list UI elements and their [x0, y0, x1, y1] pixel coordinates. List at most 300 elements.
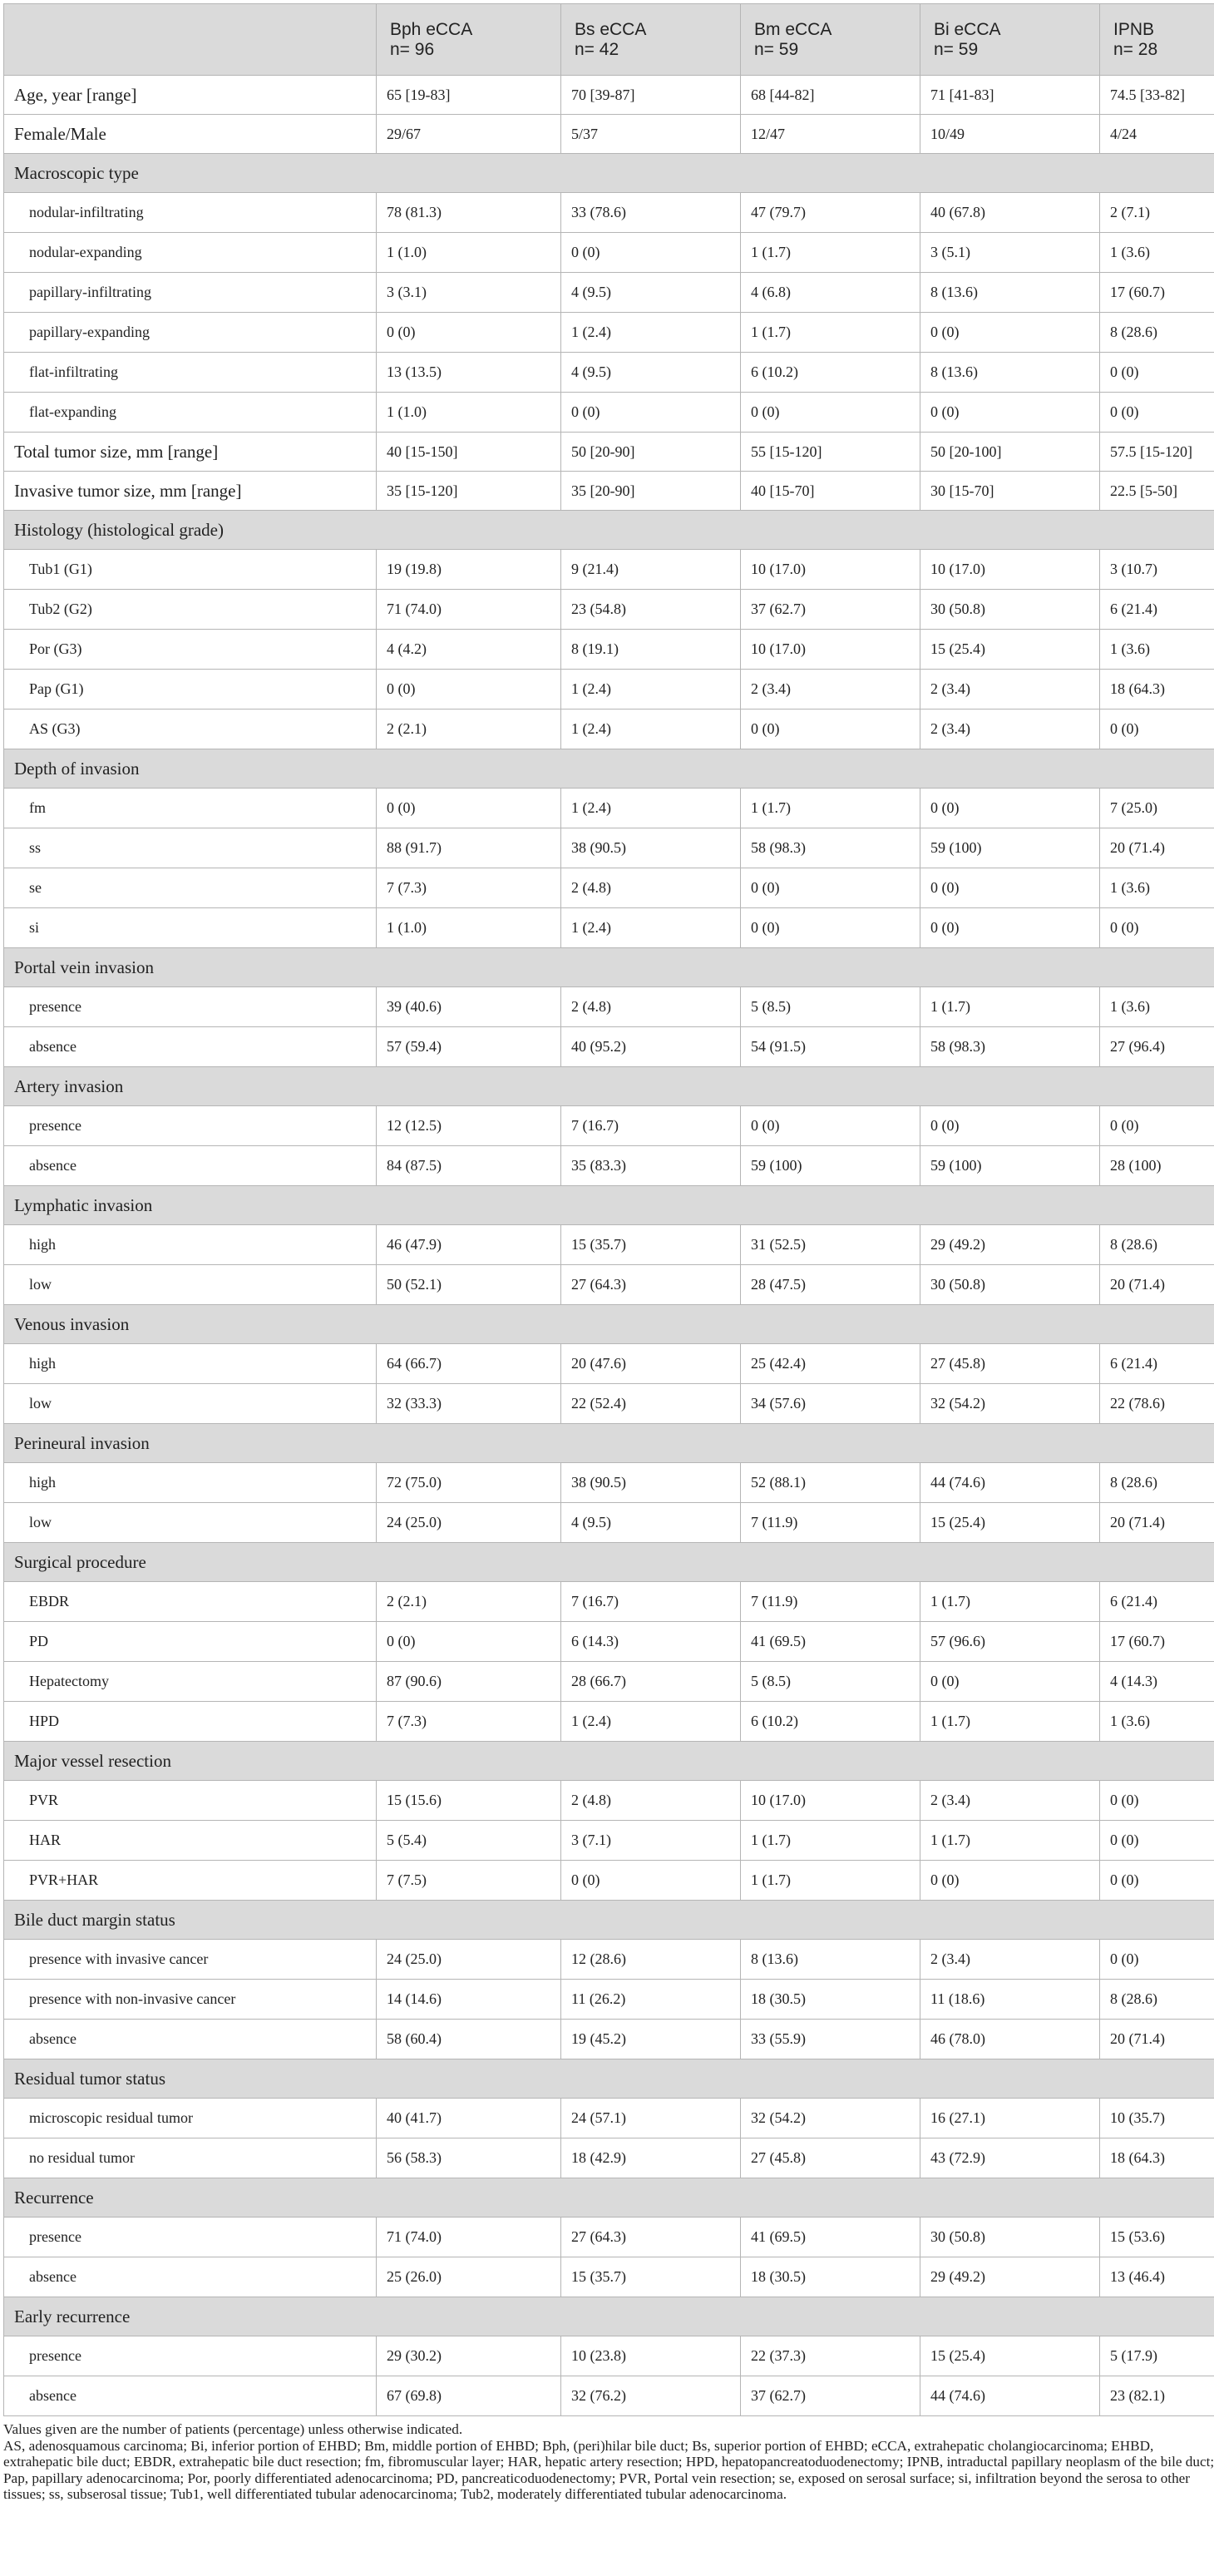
table-cell: 17 (60.7)	[1100, 273, 1214, 313]
table-cell: 29 (30.2)	[377, 2336, 561, 2376]
section-header-row	[4, 1186, 1214, 1225]
table-cell: 7 (16.7)	[561, 1582, 741, 1622]
table-cell: 18 (30.5)	[741, 1980, 920, 2020]
table-cell: 18 (42.9)	[561, 2138, 741, 2178]
table-row	[4, 2020, 1214, 2059]
table-cell: 1 (2.4)	[561, 710, 741, 749]
table-cell: 0 (0)	[741, 1106, 920, 1146]
header-col-name: Bs eCCA	[575, 19, 647, 39]
header-col-bs	[561, 4, 741, 76]
table-cell: 0 (0)	[1100, 393, 1214, 433]
table-cell: 1 (1.7)	[741, 233, 920, 273]
table-cell: 6 (21.4)	[1100, 590, 1214, 630]
table-cell: 3 (7.1)	[561, 1821, 741, 1861]
row-label: absence	[4, 2257, 377, 2297]
section-header-row	[4, 2059, 1214, 2099]
table-cell: 44 (74.6)	[920, 2376, 1100, 2416]
header-col-bph	[377, 4, 561, 76]
table-row	[4, 1146, 1214, 1186]
table-row	[4, 590, 1214, 630]
section-label: Macroscopic type	[4, 154, 1214, 193]
table-cell: 30 [15-70]	[920, 472, 1100, 511]
row-label: absence	[4, 1027, 377, 1067]
table-cell: 43 (72.9)	[920, 2138, 1100, 2178]
table-cell: 29 (49.2)	[920, 1225, 1100, 1265]
row-label: high	[4, 1225, 377, 1265]
table-cell: 6 (10.2)	[741, 1702, 920, 1742]
row-label: PVR+HAR	[4, 1861, 377, 1901]
table-row	[4, 2138, 1214, 2178]
table-cell: 8 (19.1)	[561, 630, 741, 670]
table-row	[4, 2376, 1214, 2416]
table-cell: 7 (7.3)	[377, 868, 561, 908]
table-row	[4, 789, 1214, 828]
table-cell: 20 (47.6)	[561, 1344, 741, 1384]
row-label: ss	[4, 828, 377, 868]
table-cell: 67 (69.8)	[377, 2376, 561, 2416]
header-col-ipnb	[1100, 4, 1214, 76]
table-cell: 5 (5.4)	[377, 1821, 561, 1861]
table-row	[4, 1106, 1214, 1146]
row-label: se	[4, 868, 377, 908]
table-cell: 46 (78.0)	[920, 2020, 1100, 2059]
table-cell: 71 [41-83]	[920, 76, 1100, 115]
row-label: Age, year [range]	[4, 76, 377, 115]
table-cell: 4 (14.3)	[1100, 1662, 1214, 1702]
table-cell: 18 (64.3)	[1100, 2138, 1214, 2178]
table-cell: 0 (0)	[1100, 710, 1214, 749]
table-cell: 33 (78.6)	[561, 193, 741, 233]
table-cell: 68 [44-82]	[741, 76, 920, 115]
row-label: EBDR	[4, 1582, 377, 1622]
table-row	[4, 193, 1214, 233]
table-cell: 12/47	[741, 115, 920, 154]
table-cell: 5/37	[561, 115, 741, 154]
table-cell: 32 (54.2)	[741, 2099, 920, 2138]
table-cell: 18 (30.5)	[741, 2257, 920, 2297]
header-col-n: n= 59	[934, 39, 979, 59]
table-row	[4, 1980, 1214, 2020]
header-col-name: Bm eCCA	[754, 19, 832, 39]
table-cell: 6 (10.2)	[741, 353, 920, 393]
table-cell: 40 [15-70]	[741, 472, 920, 511]
table-cell: 15 (53.6)	[1100, 2218, 1214, 2257]
table-cell: 19 (19.8)	[377, 550, 561, 590]
table-cell: 74.5 [33-82]	[1100, 76, 1214, 115]
table-cell: 4 (9.5)	[561, 273, 741, 313]
header-col-n: n= 59	[754, 39, 799, 59]
table-cell: 28 (66.7)	[561, 1662, 741, 1702]
table-row	[4, 353, 1214, 393]
table-cell: 71 (74.0)	[377, 590, 561, 630]
table-row	[4, 1622, 1214, 1662]
table-cell: 1 (2.4)	[561, 670, 741, 710]
section-header-row	[4, 1901, 1214, 1940]
table-cell: 2 (4.8)	[561, 868, 741, 908]
table-row	[4, 2218, 1214, 2257]
table-row	[4, 1940, 1214, 1980]
table-cell: 24 (57.1)	[561, 2099, 741, 2138]
header-col-name: Bi eCCA	[934, 19, 1001, 39]
table-cell: 20 (71.4)	[1100, 828, 1214, 868]
table-cell: 4 (4.2)	[377, 630, 561, 670]
clinical-characteristics-table	[3, 3, 1214, 2416]
table-cell: 27 (64.3)	[561, 2218, 741, 2257]
row-label: Tub2 (G2)	[4, 590, 377, 630]
row-label: no residual tumor	[4, 2138, 377, 2178]
table-row	[4, 1463, 1214, 1503]
table-cell: 8 (28.6)	[1100, 313, 1214, 353]
table-row	[4, 1821, 1214, 1861]
table-row	[4, 1781, 1214, 1821]
table-cell: 4 (6.8)	[741, 273, 920, 313]
section-label: Depth of invasion	[4, 749, 1214, 789]
row-label: low	[4, 1503, 377, 1543]
table-row	[4, 1027, 1214, 1067]
table-cell: 10 (17.0)	[741, 1781, 920, 1821]
table-cell: 0 (0)	[561, 1861, 741, 1901]
table-cell: 20 (71.4)	[1100, 1265, 1214, 1305]
table-cell: 64 (66.7)	[377, 1344, 561, 1384]
table-cell: 47 (79.7)	[741, 193, 920, 233]
row-label: nodular-infiltrating	[4, 193, 377, 233]
table-cell: 1 (1.7)	[741, 789, 920, 828]
table-cell: 22 (78.6)	[1100, 1384, 1214, 1424]
section-header-row	[4, 749, 1214, 789]
table-cell: 32 (76.2)	[561, 2376, 741, 2416]
table-cell: 2 (2.1)	[377, 1582, 561, 1622]
table-cell: 3 (10.7)	[1100, 550, 1214, 590]
table-cell: 2 (2.1)	[377, 710, 561, 749]
table-cell: 57 (96.6)	[920, 1622, 1100, 1662]
table-cell: 25 (26.0)	[377, 2257, 561, 2297]
table-cell: 0 (0)	[1100, 1781, 1214, 1821]
table-cell: 50 [20-90]	[561, 433, 741, 472]
row-label: HPD	[4, 1702, 377, 1742]
row-label: si	[4, 908, 377, 948]
table-cell: 0 (0)	[1100, 1940, 1214, 1980]
table-cell: 55 [15-120]	[741, 433, 920, 472]
table-cell: 24 (25.0)	[377, 1503, 561, 1543]
row-label: high	[4, 1463, 377, 1503]
table-body	[4, 76, 1214, 2416]
table-cell: 10 (35.7)	[1100, 2099, 1214, 2138]
table-cell: 5 (17.9)	[1100, 2336, 1214, 2376]
table-cell: 0 (0)	[920, 868, 1100, 908]
table-row	[4, 828, 1214, 868]
table-cell: 0 (0)	[1100, 353, 1214, 393]
header-col-bm	[741, 4, 920, 76]
table-cell: 20 (71.4)	[1100, 2020, 1214, 2059]
table-row	[4, 1265, 1214, 1305]
table-row	[4, 433, 1214, 472]
row-label: Tub1 (G1)	[4, 550, 377, 590]
table-cell: 8 (28.6)	[1100, 1225, 1214, 1265]
table-cell: 28 (47.5)	[741, 1265, 920, 1305]
table-cell: 4 (9.5)	[561, 353, 741, 393]
table-cell: 1 (2.4)	[561, 908, 741, 948]
table-row	[4, 630, 1214, 670]
table-row	[4, 670, 1214, 710]
table-cell: 2 (3.4)	[741, 670, 920, 710]
table-cell: 1 (3.6)	[1100, 987, 1214, 1027]
row-label: low	[4, 1265, 377, 1305]
table-row	[4, 115, 1214, 154]
table-cell: 84 (87.5)	[377, 1146, 561, 1186]
section-header-row	[4, 1305, 1214, 1344]
table-cell: 40 (67.8)	[920, 193, 1100, 233]
table-cell: 59 (100)	[920, 828, 1100, 868]
row-label: PD	[4, 1622, 377, 1662]
row-label: nodular-expanding	[4, 233, 377, 273]
table-row	[4, 233, 1214, 273]
table-cell: 34 (57.6)	[741, 1384, 920, 1424]
header-col-n: n= 28	[1113, 39, 1158, 59]
table-cell: 0 (0)	[741, 710, 920, 749]
table-cell: 1 (1.0)	[377, 393, 561, 433]
table-row	[4, 76, 1214, 115]
table-cell: 2 (3.4)	[920, 670, 1100, 710]
table-row	[4, 710, 1214, 749]
section-label: Residual tumor status	[4, 2059, 1214, 2099]
table-cell: 0 (0)	[920, 908, 1100, 948]
table-cell: 40 (95.2)	[561, 1027, 741, 1067]
table-cell: 23 (54.8)	[561, 590, 741, 630]
table-cell: 29 (49.2)	[920, 2257, 1100, 2297]
table-cell: 19 (45.2)	[561, 2020, 741, 2059]
table-cell: 30 (50.8)	[920, 1265, 1100, 1305]
table-cell: 1 (1.7)	[920, 1582, 1100, 1622]
table-cell: 2 (3.4)	[920, 1781, 1100, 1821]
table-cell: 30 (50.8)	[920, 2218, 1100, 2257]
table-cell: 7 (25.0)	[1100, 789, 1214, 828]
table-cell: 71 (74.0)	[377, 2218, 561, 2257]
table-cell: 7 (7.5)	[377, 1861, 561, 1901]
table-cell: 37 (62.7)	[741, 590, 920, 630]
row-label: fm	[4, 789, 377, 828]
table-cell: 13 (13.5)	[377, 353, 561, 393]
table-cell: 4/24	[1100, 115, 1214, 154]
table-row	[4, 1503, 1214, 1543]
table-cell: 0 (0)	[741, 908, 920, 948]
table-cell: 88 (91.7)	[377, 828, 561, 868]
header-col-bi	[920, 4, 1100, 76]
row-label: Female/Male	[4, 115, 377, 154]
table-row	[4, 2336, 1214, 2376]
table-cell: 10 (17.0)	[920, 550, 1100, 590]
table-row	[4, 987, 1214, 1027]
section-label: Perineural invasion	[4, 1424, 1214, 1463]
table-row	[4, 1662, 1214, 1702]
table-cell: 58 (60.4)	[377, 2020, 561, 2059]
table-row	[4, 472, 1214, 511]
row-label: flat-infiltrating	[4, 353, 377, 393]
table-cell: 1 (1.7)	[741, 1821, 920, 1861]
table-cell: 31 (52.5)	[741, 1225, 920, 1265]
table-cell: 8 (13.6)	[920, 353, 1100, 393]
table-cell: 8 (28.6)	[1100, 1463, 1214, 1503]
table-cell: 3 (3.1)	[377, 273, 561, 313]
table-cell: 1 (1.7)	[741, 313, 920, 353]
table-row	[4, 550, 1214, 590]
table-cell: 0 (0)	[377, 789, 561, 828]
table-cell: 46 (47.9)	[377, 1225, 561, 1265]
table-cell: 0 (0)	[561, 233, 741, 273]
row-label: flat-expanding	[4, 393, 377, 433]
table-row	[4, 393, 1214, 433]
table-cell: 0 (0)	[377, 670, 561, 710]
table-cell: 14 (14.6)	[377, 1980, 561, 2020]
table-cell: 10 (23.8)	[561, 2336, 741, 2376]
table-cell: 8 (28.6)	[1100, 1980, 1214, 2020]
table-cell: 27 (96.4)	[1100, 1027, 1214, 1067]
table-row	[4, 908, 1214, 948]
table-cell: 78 (81.3)	[377, 193, 561, 233]
table-cell: 44 (74.6)	[920, 1463, 1100, 1503]
header-col-name: Bph eCCA	[390, 19, 473, 39]
table-cell: 0 (0)	[920, 1861, 1100, 1901]
section-header-row	[4, 2297, 1214, 2336]
table-cell: 50 [20-100]	[920, 433, 1100, 472]
table-cell: 2 (3.4)	[920, 1940, 1100, 1980]
table-cell: 38 (90.5)	[561, 1463, 741, 1503]
table-row	[4, 1861, 1214, 1901]
table-cell: 57.5 [15-120]	[1100, 433, 1214, 472]
table-row	[4, 1344, 1214, 1384]
table-cell: 0 (0)	[377, 313, 561, 353]
table-cell: 1 (1.7)	[741, 1861, 920, 1901]
table-cell: 41 (69.5)	[741, 1622, 920, 1662]
table-cell: 1 (2.4)	[561, 1702, 741, 1742]
table-cell: 0 (0)	[920, 313, 1100, 353]
table-cell: 15 (25.4)	[920, 630, 1100, 670]
row-label: PVR	[4, 1781, 377, 1821]
table-cell: 6 (14.3)	[561, 1622, 741, 1662]
section-label: Histology (histological grade)	[4, 511, 1214, 550]
table-cell: 0 (0)	[561, 393, 741, 433]
table-cell: 12 (28.6)	[561, 1940, 741, 1980]
table-cell: 15 (35.7)	[561, 1225, 741, 1265]
table-cell: 27 (64.3)	[561, 1265, 741, 1305]
row-label: Total tumor size, mm [range]	[4, 433, 377, 472]
table-cell: 1 (3.6)	[1100, 1702, 1214, 1742]
table-cell: 1 (1.0)	[377, 233, 561, 273]
table-cell: 8 (13.6)	[741, 1940, 920, 1980]
section-header-row	[4, 154, 1214, 193]
table-cell: 29/67	[377, 115, 561, 154]
table-cell: 16 (27.1)	[920, 2099, 1100, 2138]
table-cell: 59 (100)	[920, 1146, 1100, 1186]
table-cell: 54 (91.5)	[741, 1027, 920, 1067]
table-row	[4, 1582, 1214, 1622]
row-label: absence	[4, 1146, 377, 1186]
row-label: microscopic residual tumor	[4, 2099, 377, 2138]
table-cell: 18 (64.3)	[1100, 670, 1214, 710]
table-cell: 15 (25.4)	[920, 2336, 1100, 2376]
table-cell: 6 (21.4)	[1100, 1344, 1214, 1384]
section-label: Major vessel resection	[4, 1742, 1214, 1781]
table-row	[4, 273, 1214, 313]
table-cell: 17 (60.7)	[1100, 1622, 1214, 1662]
row-label: Por (G3)	[4, 630, 377, 670]
table-cell: 72 (75.0)	[377, 1463, 561, 1503]
section-header-row	[4, 2178, 1214, 2218]
row-label: AS (G3)	[4, 710, 377, 749]
table-cell: 1 (1.7)	[920, 1821, 1100, 1861]
table-row	[4, 1225, 1214, 1265]
row-label: presence with invasive cancer	[4, 1940, 377, 1980]
section-label: Early recurrence	[4, 2297, 1214, 2336]
section-label: Venous invasion	[4, 1305, 1214, 1344]
table-cell: 59 (100)	[741, 1146, 920, 1186]
row-label: presence	[4, 2336, 377, 2376]
table-cell: 0 (0)	[920, 1106, 1100, 1146]
table-cell: 0 (0)	[920, 393, 1100, 433]
section-label: Surgical procedure	[4, 1543, 1214, 1582]
table-cell: 5 (8.5)	[741, 987, 920, 1027]
section-label: Portal vein invasion	[4, 948, 1214, 987]
section-header-row	[4, 1067, 1214, 1106]
row-label: presence	[4, 1106, 377, 1146]
table-cell: 20 (71.4)	[1100, 1503, 1214, 1543]
table-cell: 0 (0)	[920, 1662, 1100, 1702]
footnote-abbreviations: AS, adenosquamous carcinoma; Bi, inferior portion of EHBD; Bm, middle portion of EHBD; Bph, (peri)hilar bile duct; Bs, superior portion of EHBD; eCCA, extrahepatic cholangiocarcinoma; EHBD, extrahepatic bile duct; EBDR, extrahepatic bile duct resection; fm, fibromuscular layer; HAR, hepatic artery resection; HPD, hepatopancreatoduodenectomy; IPNB, intraductal papillary neoplasm of the bile duct; Pap, papillary adenocarcinoma; Por, poorly differentiated adenocarcinoma; PD, pancreaticoduodenectomy; PVR, Portal vein resection; se, exposed on serosal surface; si, infiltration beyond the serosa to other tissues; ss, subserosal tissue; Tub1, well differentiated tubular adenocarcinoma; Tub2, moderately differentiated tubular adenocarcinoma.	[3, 2437, 1214, 2503]
table-cell: 22.5 [5-50]	[1100, 472, 1214, 511]
row-label: HAR	[4, 1821, 377, 1861]
table-cell: 8 (13.6)	[920, 273, 1100, 313]
row-label: high	[4, 1344, 377, 1384]
table-cell: 1 (1.7)	[920, 1702, 1100, 1742]
table-cell: 0 (0)	[1100, 908, 1214, 948]
table-cell: 56 (58.3)	[377, 2138, 561, 2178]
section-label: Recurrence	[4, 2178, 1214, 2218]
table-cell: 24 (25.0)	[377, 1940, 561, 1980]
table-cell: 1 (1.7)	[920, 987, 1100, 1027]
table-cell: 6 (21.4)	[1100, 1582, 1214, 1622]
table-cell: 0 (0)	[741, 393, 920, 433]
table-cell: 1 (3.6)	[1100, 630, 1214, 670]
table-cell: 37 (62.7)	[741, 2376, 920, 2416]
table-cell: 15 (25.4)	[920, 1503, 1100, 1543]
table-cell: 22 (52.4)	[561, 1384, 741, 1424]
table-cell: 27 (45.8)	[920, 1344, 1100, 1384]
table-cell: 12 (12.5)	[377, 1106, 561, 1146]
table-row	[4, 2099, 1214, 2138]
table-cell: 4 (9.5)	[561, 1503, 741, 1543]
table-cell: 3 (5.1)	[920, 233, 1100, 273]
row-label: low	[4, 1384, 377, 1424]
table-cell: 58 (98.3)	[741, 828, 920, 868]
row-label: Invasive tumor size, mm [range]	[4, 472, 377, 511]
table-cell: 0 (0)	[741, 868, 920, 908]
table-cell: 30 (50.8)	[920, 590, 1100, 630]
footnote-values: Values given are the number of patients (percentage) unless otherwise indicated.	[3, 2421, 463, 2437]
table-cell: 50 (52.1)	[377, 1265, 561, 1305]
table-cell: 7 (11.9)	[741, 1503, 920, 1543]
section-header-row	[4, 948, 1214, 987]
section-label: Artery invasion	[4, 1067, 1214, 1106]
table-cell: 58 (98.3)	[920, 1027, 1100, 1067]
table-cell: 9 (21.4)	[561, 550, 741, 590]
row-label: presence with non-invasive cancer	[4, 1980, 377, 2020]
section-header-row	[4, 1742, 1214, 1781]
table-cell: 7 (11.9)	[741, 1582, 920, 1622]
table-footnotes	[3, 2416, 1214, 2503]
header-col-name: IPNB	[1113, 19, 1155, 39]
table-cell: 1 (1.0)	[377, 908, 561, 948]
table-cell: 35 [20-90]	[561, 472, 741, 511]
row-label: absence	[4, 2376, 377, 2416]
